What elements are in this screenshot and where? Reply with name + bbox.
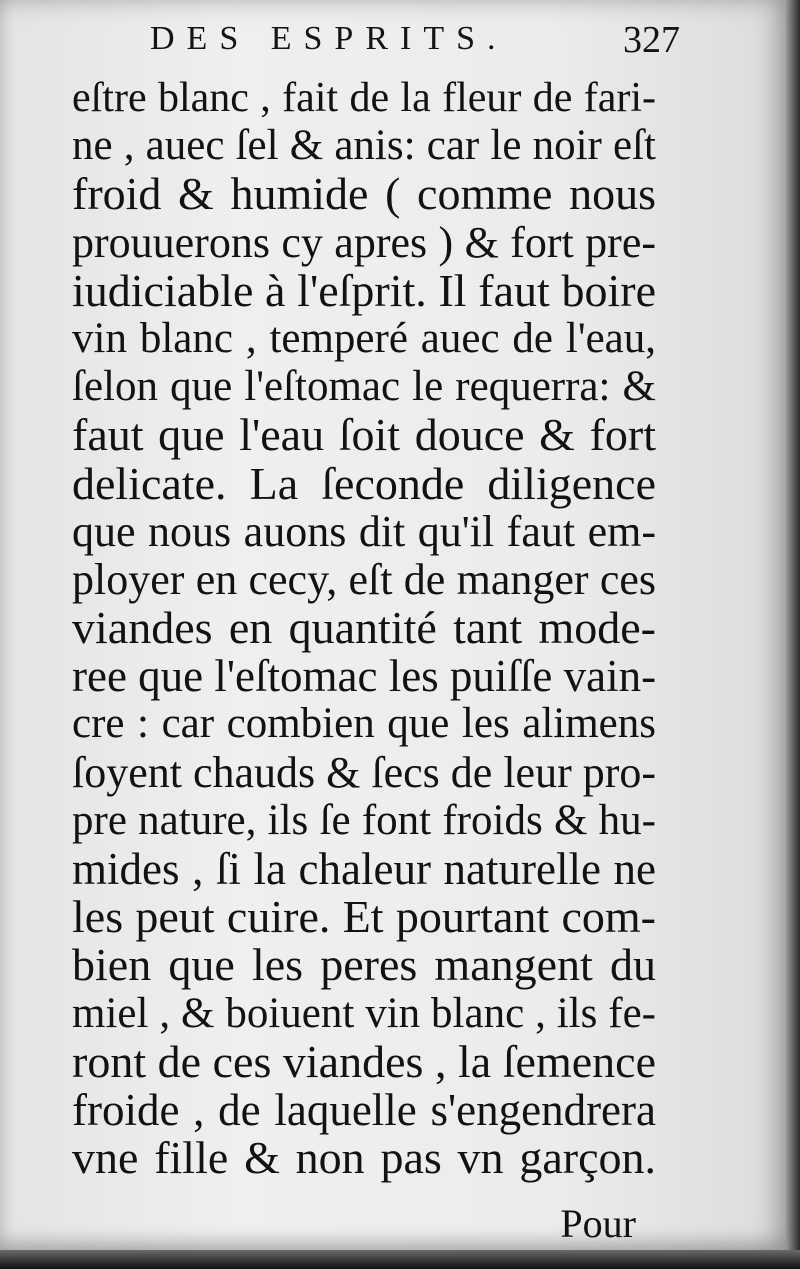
text-line: vne fille & non pas vn garçon. — [72, 1132, 656, 1184]
text-line: viandes en quantité tant mode- — [72, 602, 656, 654]
body-text — [72, 74, 656, 1182]
text-line: ployer en cecy, eſt de manger ces — [72, 554, 656, 604]
text-line: iudiciable à l'eſprit. Il faut boire — [72, 264, 656, 316]
text-line: froid & humide ( comme nous — [72, 168, 656, 220]
text-line: faut que l'eau ſoit douce & fort — [72, 409, 656, 461]
text-line: eſtre blanc , fait de la fleur de fari- — [72, 75, 656, 121]
text-line: mides , ſi la chaleur naturelle ne — [72, 844, 656, 894]
text-line: bien que les peres mangent du — [72, 939, 656, 991]
page-header — [150, 12, 680, 62]
page-number: 327 — [623, 19, 680, 61]
text-line: pre nature, ils ſe font froids & hu- — [72, 796, 656, 844]
running-head: DES ESPRITS. — [150, 20, 508, 57]
text-line: delicate. La ſeconde diligence — [72, 457, 656, 509]
text-line: ſelon que l'eſtomac le requerra: & — [72, 363, 656, 411]
text-line: cre : car combien que les alimens — [72, 700, 656, 748]
text-line: les peut cuire. Et pourtant com- — [72, 891, 656, 943]
text-line: ront de ces viandes , la ſemence — [72, 1035, 656, 1087]
text-line: prouuerons cy apres ) & fort pre- — [72, 217, 656, 267]
catchword: Pour — [560, 1201, 636, 1246]
text-line: miel , & boiuent vin blanc , ils fe- — [72, 989, 656, 1037]
text-line: ne , auec ſel & anis: car le noir eſt — [72, 122, 656, 170]
bottom-edge-shadow — [0, 1250, 800, 1269]
text-line: que nous auons dit qu'il faut em- — [72, 506, 656, 556]
text-line: ſoyent chauds & ſecs de leur pro- — [72, 747, 657, 797]
text-line: ree que l'eſtomac les puiſſe vain- — [72, 651, 657, 702]
page-edge-shadow — [786, 0, 800, 1269]
text-line: vin blanc , temperé auec de l'eau, — [72, 314, 656, 362]
text-line: froide , de laquelle s'engendrera — [72, 1084, 656, 1135]
